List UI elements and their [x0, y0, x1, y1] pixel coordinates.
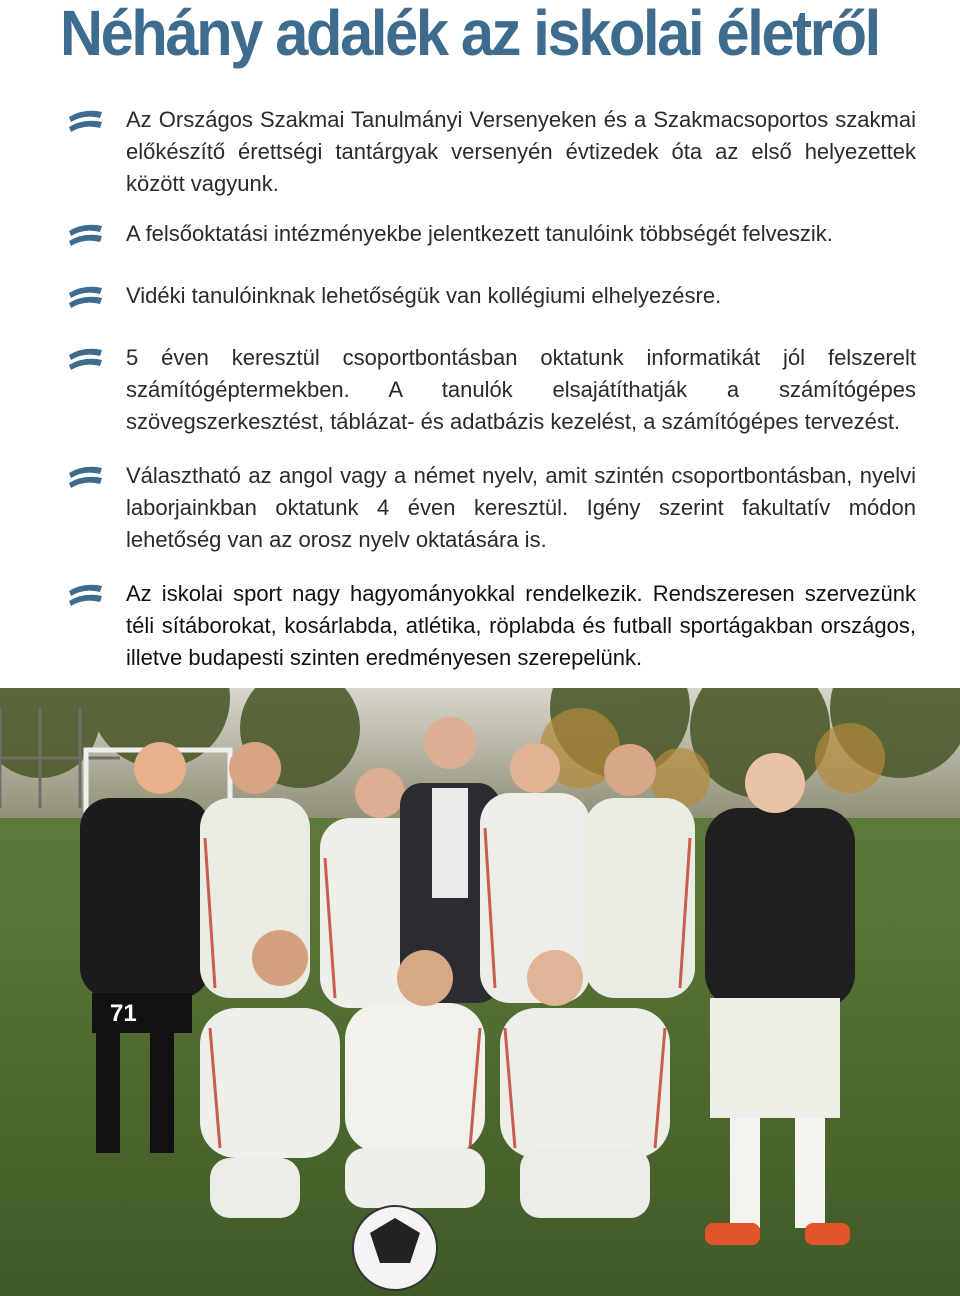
jersey-number: 71 [110, 1000, 137, 1027]
bullet-list [66, 104, 916, 674]
team-photo-illustration [0, 688, 960, 1296]
list-item [66, 342, 916, 438]
double-dash-icon [66, 346, 106, 372]
bullet-text: 5 éven keresztül csoportbontásban oktatunk informatikát jól felszerelt számítógéptermekben. A tanulók elsajátíthatják a számítógépes szövegszerkesztést, táblázat- és adatbázis kezelést, a számítógépes tervezést. [126, 345, 916, 434]
bullet-text: Választható az angol vagy a német nyelv, amit szintén csoportbontásban, nyelvi laborjainkban oktatunk 4 éven keresztül. Igény szerint fakultatív módon lehetőség van az orosz nyelv oktatására is. [126, 463, 916, 552]
bullet-text: Az Országos Szakmai Tanulmányi Versenyeken és a Szakmacsoportos szakmai előkészítő érettségi tantárgyak versenyén évtizedek óta az első helyezettek között vagyunk. [126, 107, 916, 196]
team-photo [0, 688, 960, 1296]
football [353, 1206, 437, 1290]
list-item [66, 280, 916, 312]
list-item [66, 104, 916, 200]
bullet-text: A felsőoktatási intézményekbe jelentkezett tanulóink többségét felveszik. [126, 221, 833, 246]
list-item [66, 218, 916, 250]
bullet-text: Az iskolai sport nagy hagyományokkal rendelkezik. Rendszeresen szervezünk téli sítáborokat, kosárlabda, atlétika, röplabda és futball sportágakban országos, illetve budapesti szinten eredményesen szerepelünk. [126, 581, 916, 670]
double-dash-icon [66, 222, 106, 248]
double-dash-icon [66, 464, 106, 490]
bullet-text: Vidéki tanulóinknak lehetőségük van kollégiumi elhelyezésre. [126, 283, 722, 308]
double-dash-icon [66, 582, 106, 608]
list-item [66, 460, 916, 556]
page-title: Néhány adalék az iskolai életről [60, 0, 879, 69]
double-dash-icon [66, 284, 106, 310]
double-dash-icon [66, 108, 106, 134]
list-item [66, 578, 916, 674]
